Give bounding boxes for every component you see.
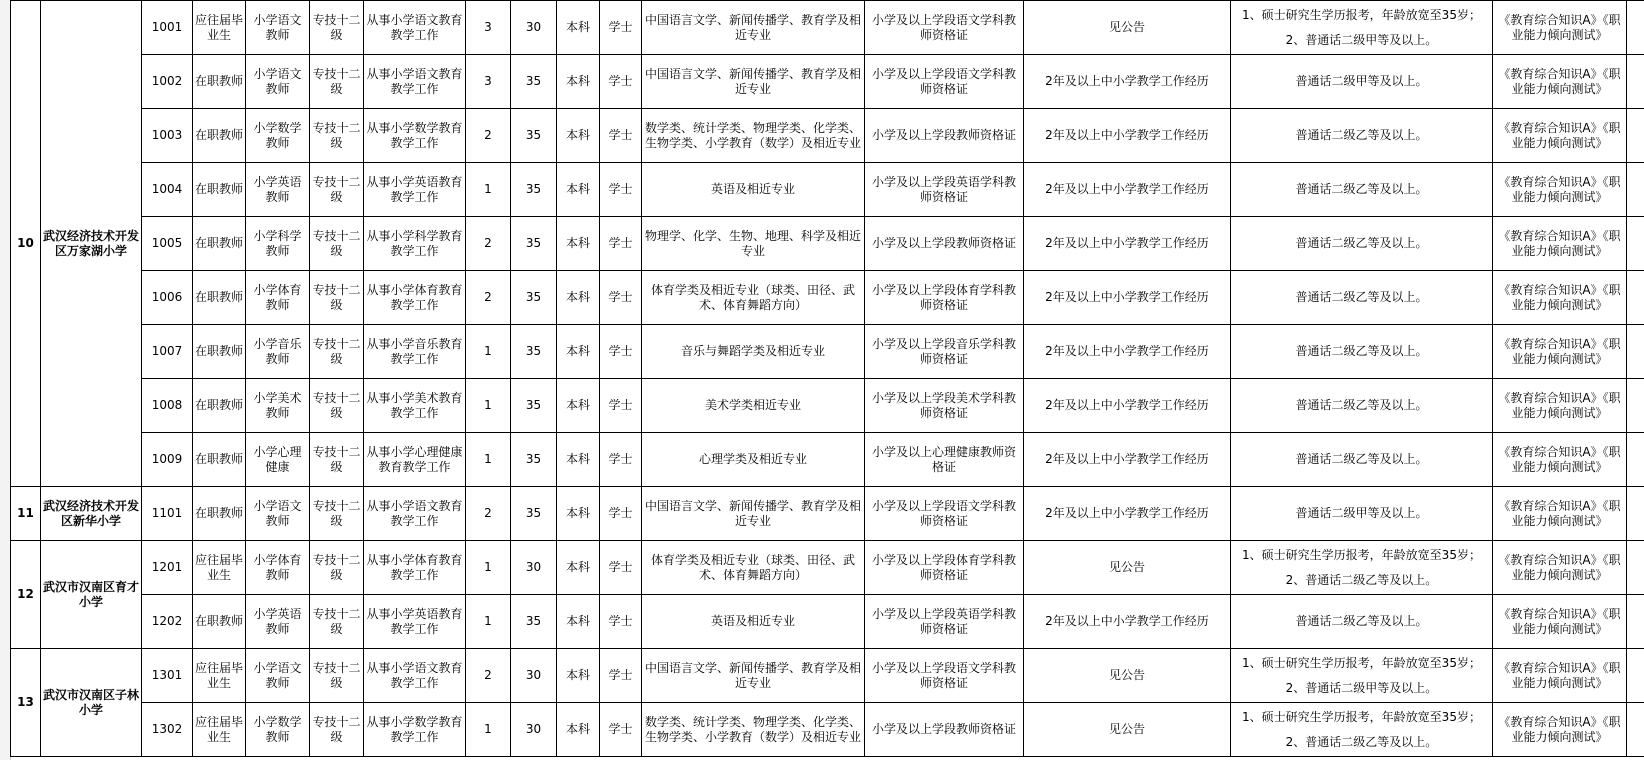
school-name-cell[interactable]: 武汉市汉南区子林小学 xyxy=(41,649,142,757)
applicant-identity-cell[interactable]: 在职教师 xyxy=(193,217,246,271)
major-cell[interactable]: 物理学、化学、生物、地理、科学及相近专业 xyxy=(642,217,865,271)
next-column-cell[interactable] xyxy=(1627,649,1644,703)
next-column-cell[interactable] xyxy=(1627,163,1644,217)
other-conditions-cell[interactable] xyxy=(1231,271,1493,325)
education-cell[interactable]: 本科 xyxy=(557,55,600,109)
post-name-cell[interactable]: 小学体育教师 xyxy=(246,271,310,325)
next-column-cell[interactable] xyxy=(1627,703,1644,757)
post-level-cell[interactable]: 专技十二级 xyxy=(310,271,364,325)
other-conditions-cell[interactable] xyxy=(1231,109,1493,163)
table-row xyxy=(11,271,1644,325)
max-age-cell[interactable]: 35 xyxy=(511,55,557,109)
serial-number-cell[interactable]: 13 xyxy=(11,649,41,757)
certificate-cell[interactable]: 小学及以上学段英语学科教师资格证 xyxy=(865,595,1024,649)
post-name-cell[interactable]: 小学语文教师 xyxy=(246,649,310,703)
exam-subject-cell[interactable]: 《教育综合知识A》《职业能力倾向测试》 xyxy=(1493,1,1627,55)
experience-cell[interactable]: 2年及以上中小学教学工作经历 xyxy=(1024,271,1231,325)
hiring-count-cell[interactable]: 1 xyxy=(466,325,511,379)
table-row xyxy=(11,217,1644,271)
certificate-cell[interactable]: 小学及以上学段教师资格证 xyxy=(865,109,1024,163)
condition-line: 1、硕士研究生学历报考，年龄放宽至35岁； xyxy=(1242,547,1481,562)
hiring-count-cell[interactable]: 1 xyxy=(466,379,511,433)
condition-line: 2、普通话二级甲等及以上。 xyxy=(1285,680,1438,695)
post-level-cell[interactable]: 专技十二级 xyxy=(310,109,364,163)
post-level-cell[interactable]: 专技十二级 xyxy=(310,649,364,703)
post-name-cell[interactable]: 小学英语教师 xyxy=(246,163,310,217)
certificate-cell[interactable]: 小学及以上学段语文学科教师资格证 xyxy=(865,1,1024,55)
education-cell[interactable]: 本科 xyxy=(557,1,600,55)
degree-cell[interactable]: 学士 xyxy=(600,703,642,757)
table-row xyxy=(11,595,1644,649)
table-row xyxy=(11,703,1644,757)
condition-line: 普通话二级甲等及以上。 xyxy=(1295,506,1428,520)
degree-cell[interactable]: 学士 xyxy=(600,55,642,109)
degree-cell[interactable]: 学士 xyxy=(600,379,642,433)
exam-subject-cell[interactable]: 《教育综合知识A》《职业能力倾向测试》 xyxy=(1493,487,1627,541)
post-level-cell[interactable]: 专技十二级 xyxy=(310,325,364,379)
other-conditions-cell[interactable] xyxy=(1231,1,1493,55)
degree-cell[interactable]: 学士 xyxy=(600,325,642,379)
post-level-cell[interactable]: 专技十二级 xyxy=(310,55,364,109)
next-column-cell[interactable] xyxy=(1627,217,1644,271)
major-cell[interactable]: 中国语言文学、新闻传播学、教育学及相近专业 xyxy=(642,649,865,703)
post-name-cell[interactable]: 小学心理健康 xyxy=(246,433,310,487)
post-level-cell[interactable]: 专技十二级 xyxy=(310,1,364,55)
table-row xyxy=(11,109,1644,163)
other-conditions-cell[interactable] xyxy=(1231,649,1493,703)
max-age-cell[interactable]: 30 xyxy=(511,649,557,703)
hiring-count-cell[interactable]: 2 xyxy=(466,271,511,325)
post-name-cell[interactable]: 小学语文教师 xyxy=(246,55,310,109)
post-level-cell[interactable]: 专技十二级 xyxy=(310,217,364,271)
applicant-identity-cell[interactable]: 应往届毕业生 xyxy=(193,541,246,595)
next-column-cell[interactable] xyxy=(1627,109,1644,163)
post-code-cell[interactable]: 1302 xyxy=(142,703,193,757)
post-level-cell[interactable]: 专技十二级 xyxy=(310,595,364,649)
school-name-cell[interactable]: 武汉市汉南区育才小学 xyxy=(41,541,142,649)
condition-line: 普通话二级乙等及以上。 xyxy=(1295,236,1428,250)
table-body xyxy=(11,1,1644,757)
major-cell[interactable]: 数学类、统计学类、物理学类、化学类、生物学类、小学教育（数学）及相近专业 xyxy=(642,703,865,757)
applicant-identity-cell[interactable]: 在职教师 xyxy=(193,163,246,217)
condition-line: 2、普通话二级甲等及以上。 xyxy=(1285,32,1438,47)
other-conditions-cell[interactable] xyxy=(1231,217,1493,271)
next-column-cell[interactable] xyxy=(1627,1,1644,55)
post-code-cell[interactable]: 1002 xyxy=(142,55,193,109)
max-age-cell[interactable]: 35 xyxy=(511,595,557,649)
hiring-count-cell[interactable]: 2 xyxy=(466,487,511,541)
certificate-cell[interactable]: 小学及以上学段音乐学科教师资格证 xyxy=(865,325,1024,379)
major-cell[interactable]: 英语及相近专业 xyxy=(642,163,865,217)
other-conditions-cell[interactable] xyxy=(1231,487,1493,541)
major-cell[interactable]: 美术学类相近专业 xyxy=(642,379,865,433)
serial-number-cell[interactable]: 12 xyxy=(11,541,41,649)
max-age-cell[interactable]: 35 xyxy=(511,163,557,217)
major-cell[interactable]: 中国语言文学、新闻传播学、教育学及相近专业 xyxy=(642,487,865,541)
applicant-identity-cell[interactable]: 在职教师 xyxy=(193,379,246,433)
experience-cell[interactable]: 2年及以上中小学教学工作经历 xyxy=(1024,217,1231,271)
condition-line: 普通话二级乙等及以上。 xyxy=(1295,614,1428,628)
max-age-cell[interactable]: 35 xyxy=(511,325,557,379)
school-name-cell[interactable]: 武汉经济技术开发区新华小学 xyxy=(41,487,142,541)
job-duty-cell[interactable]: 从事小学语文教育教学工作 xyxy=(364,1,466,55)
exam-subject-cell[interactable]: 《教育综合知识A》《职业能力倾向测试》 xyxy=(1493,217,1627,271)
hiring-count-cell[interactable]: 1 xyxy=(466,703,511,757)
applicant-identity-cell[interactable]: 在职教师 xyxy=(193,271,246,325)
job-duty-cell[interactable]: 从事小学语文教育教学工作 xyxy=(364,487,466,541)
condition-line: 1、硕士研究生学历报考，年龄放宽至35岁； xyxy=(1242,709,1481,724)
education-cell[interactable]: 本科 xyxy=(557,649,600,703)
experience-cell[interactable]: 2年及以上中小学教学工作经历 xyxy=(1024,379,1231,433)
job-duty-cell[interactable]: 从事小学英语教育教学工作 xyxy=(364,163,466,217)
job-duty-cell[interactable]: 从事小学美术教育教学工作 xyxy=(364,379,466,433)
other-conditions-cell[interactable] xyxy=(1231,541,1493,595)
condition-line: 普通话二级乙等及以上。 xyxy=(1295,290,1428,304)
applicant-identity-cell[interactable]: 应往届毕业生 xyxy=(193,649,246,703)
certificate-cell[interactable]: 小学及以上学段美术学科教师资格证 xyxy=(865,379,1024,433)
max-age-cell[interactable]: 35 xyxy=(511,487,557,541)
other-conditions-cell[interactable] xyxy=(1231,55,1493,109)
education-cell[interactable]: 本科 xyxy=(557,109,600,163)
applicant-identity-cell[interactable]: 应往届毕业生 xyxy=(193,1,246,55)
job-duty-cell[interactable]: 从事小学科学教育教学工作 xyxy=(364,217,466,271)
certificate-cell[interactable]: 小学及以上学段教师资格证 xyxy=(865,703,1024,757)
exam-subject-cell[interactable]: 《教育综合知识A》《职业能力倾向测试》 xyxy=(1493,703,1627,757)
other-conditions-cell[interactable] xyxy=(1231,433,1493,487)
hiring-count-cell[interactable]: 1 xyxy=(466,163,511,217)
hiring-count-cell[interactable]: 1 xyxy=(466,541,511,595)
major-cell[interactable]: 英语及相近专业 xyxy=(642,595,865,649)
degree-cell[interactable]: 学士 xyxy=(600,649,642,703)
education-cell[interactable]: 本科 xyxy=(557,271,600,325)
max-age-cell[interactable]: 30 xyxy=(511,1,557,55)
hiring-count-cell[interactable]: 2 xyxy=(466,649,511,703)
major-cell[interactable]: 音乐与舞蹈学类及相近专业 xyxy=(642,325,865,379)
experience-cell[interactable]: 见公告 xyxy=(1024,703,1231,757)
degree-cell[interactable]: 学士 xyxy=(600,109,642,163)
exam-subject-cell[interactable]: 《教育综合知识A》《职业能力倾向测试》 xyxy=(1493,55,1627,109)
post-code-cell[interactable]: 1201 xyxy=(142,541,193,595)
table-row xyxy=(11,379,1644,433)
education-cell[interactable]: 本科 xyxy=(557,433,600,487)
other-conditions-cell[interactable] xyxy=(1231,595,1493,649)
condition-line: 1、硕士研究生学历报考，年龄放宽至35岁； xyxy=(1242,7,1481,22)
experience-cell[interactable]: 2年及以上中小学教学工作经历 xyxy=(1024,109,1231,163)
post-code-cell[interactable]: 1009 xyxy=(142,433,193,487)
post-level-cell[interactable]: 专技十二级 xyxy=(310,703,364,757)
job-duty-cell[interactable]: 从事小学音乐教育教学工作 xyxy=(364,325,466,379)
max-age-cell[interactable]: 35 xyxy=(511,217,557,271)
job-duty-cell[interactable]: 从事小学语文教育教学工作 xyxy=(364,55,466,109)
post-name-cell[interactable]: 小学美术教师 xyxy=(246,379,310,433)
post-code-cell[interactable]: 1202 xyxy=(142,595,193,649)
post-name-cell[interactable]: 小学语文教师 xyxy=(246,1,310,55)
post-code-cell[interactable]: 1003 xyxy=(142,109,193,163)
post-level-cell[interactable]: 专技十二级 xyxy=(310,163,364,217)
other-conditions-cell[interactable] xyxy=(1231,163,1493,217)
table-row xyxy=(11,541,1644,595)
next-column-cell[interactable] xyxy=(1627,379,1644,433)
degree-cell[interactable]: 学士 xyxy=(600,487,642,541)
major-cell[interactable]: 心理学类及相近专业 xyxy=(642,433,865,487)
experience-cell[interactable]: 见公告 xyxy=(1024,541,1231,595)
school-name-cell[interactable]: 武汉经济技术开发区万家湖小学 xyxy=(41,1,142,487)
applicant-identity-cell[interactable]: 在职教师 xyxy=(193,109,246,163)
hiring-count-cell[interactable]: 3 xyxy=(466,1,511,55)
max-age-cell[interactable]: 35 xyxy=(511,271,557,325)
post-level-cell[interactable]: 专技十二级 xyxy=(310,541,364,595)
applicant-identity-cell[interactable]: 在职教师 xyxy=(193,325,246,379)
post-level-cell[interactable]: 专技十二级 xyxy=(310,379,364,433)
certificate-cell[interactable]: 小学及以上心理健康教师资格证 xyxy=(865,433,1024,487)
exam-subject-cell[interactable]: 《教育综合知识A》《职业能力倾向测试》 xyxy=(1493,541,1627,595)
table-row xyxy=(11,1,1644,55)
degree-cell[interactable]: 学士 xyxy=(600,433,642,487)
education-cell[interactable]: 本科 xyxy=(557,595,600,649)
hiring-count-cell[interactable]: 1 xyxy=(466,595,511,649)
job-duty-cell[interactable]: 从事小学数学教育教学工作 xyxy=(364,703,466,757)
table-row xyxy=(11,55,1644,109)
degree-cell[interactable]: 学士 xyxy=(600,163,642,217)
exam-subject-cell[interactable]: 《教育综合知识A》《职业能力倾向测试》 xyxy=(1493,271,1627,325)
post-code-cell[interactable]: 1008 xyxy=(142,379,193,433)
major-cell[interactable]: 体育学类及相近专业（球类、田径、武术、体育舞蹈方向） xyxy=(642,271,865,325)
experience-cell[interactable]: 见公告 xyxy=(1024,649,1231,703)
table-row xyxy=(11,163,1644,217)
degree-cell[interactable]: 学士 xyxy=(600,541,642,595)
next-column-cell[interactable] xyxy=(1627,487,1644,541)
education-cell[interactable]: 本科 xyxy=(557,163,600,217)
condition-line: 普通话二级乙等及以上。 xyxy=(1295,344,1428,358)
post-code-cell[interactable]: 1101 xyxy=(142,487,193,541)
education-cell[interactable]: 本科 xyxy=(557,379,600,433)
condition-line: 普通话二级乙等及以上。 xyxy=(1295,182,1428,196)
post-name-cell[interactable]: 小学数学教师 xyxy=(246,109,310,163)
table-row xyxy=(11,649,1644,703)
education-cell[interactable]: 本科 xyxy=(557,325,600,379)
exam-subject-cell[interactable]: 《教育综合知识A》《职业能力倾向测试》 xyxy=(1493,163,1627,217)
condition-line: 2、普通话二级乙等及以上。 xyxy=(1285,572,1438,587)
applicant-identity-cell[interactable]: 在职教师 xyxy=(193,433,246,487)
hiring-count-cell[interactable]: 1 xyxy=(466,433,511,487)
serial-number-cell[interactable]: 11 xyxy=(11,487,41,541)
condition-line: 普通话二级甲等及以上。 xyxy=(1295,74,1428,88)
next-column-cell[interactable] xyxy=(1627,541,1644,595)
post-name-cell[interactable]: 小学英语教师 xyxy=(246,595,310,649)
job-duty-cell[interactable]: 从事小学数学教育教学工作 xyxy=(364,109,466,163)
max-age-cell[interactable]: 35 xyxy=(511,433,557,487)
experience-cell[interactable]: 2年及以上中小学教学工作经历 xyxy=(1024,325,1231,379)
major-cell[interactable]: 中国语言文学、新闻传播学、教育学及相近专业 xyxy=(642,1,865,55)
post-code-cell[interactable]: 1006 xyxy=(142,271,193,325)
max-age-cell[interactable]: 35 xyxy=(511,109,557,163)
job-duty-cell[interactable]: 从事小学语文教育教学工作 xyxy=(364,649,466,703)
major-cell[interactable]: 中国语言文学、新闻传播学、教育学及相近专业 xyxy=(642,55,865,109)
certificate-cell[interactable]: 小学及以上学段体育学科教师资格证 xyxy=(865,271,1024,325)
exam-subject-cell[interactable]: 《教育综合知识A》《职业能力倾向测试》 xyxy=(1493,379,1627,433)
applicant-identity-cell[interactable]: 在职教师 xyxy=(193,55,246,109)
experience-cell[interactable]: 2年及以上中小学教学工作经历 xyxy=(1024,487,1231,541)
condition-line: 普通话二级乙等及以上。 xyxy=(1295,128,1428,142)
applicant-identity-cell[interactable]: 应往届毕业生 xyxy=(193,703,246,757)
education-cell[interactable]: 本科 xyxy=(557,487,600,541)
job-duty-cell[interactable]: 从事小学英语教育教学工作 xyxy=(364,595,466,649)
post-name-cell[interactable]: 小学体育教师 xyxy=(246,541,310,595)
condition-line: 2、普通话二级乙等及以上。 xyxy=(1285,734,1438,749)
education-cell[interactable]: 本科 xyxy=(557,703,600,757)
certificate-cell[interactable]: 小学及以上学段体育学科教师资格证 xyxy=(865,541,1024,595)
max-age-cell[interactable]: 35 xyxy=(511,379,557,433)
post-name-cell[interactable]: 小学科学教师 xyxy=(246,217,310,271)
applicant-identity-cell[interactable]: 在职教师 xyxy=(193,487,246,541)
certificate-cell[interactable]: 小学及以上学段语文学科教师资格证 xyxy=(865,55,1024,109)
exam-subject-cell[interactable]: 《教育综合知识A》《职业能力倾向测试》 xyxy=(1493,649,1627,703)
job-duty-cell[interactable]: 从事小学心理健康教育教学工作 xyxy=(364,433,466,487)
next-column-cell[interactable] xyxy=(1627,595,1644,649)
next-column-cell[interactable] xyxy=(1627,433,1644,487)
education-cell[interactable]: 本科 xyxy=(557,541,600,595)
certificate-cell[interactable]: 小学及以上学段语文学科教师资格证 xyxy=(865,649,1024,703)
post-name-cell[interactable]: 小学数学教师 xyxy=(246,703,310,757)
exam-subject-cell[interactable]: 《教育综合知识A》《职业能力倾向测试》 xyxy=(1493,109,1627,163)
other-conditions-cell[interactable] xyxy=(1231,379,1493,433)
certificate-cell[interactable]: 小学及以上学段语文学科教师资格证 xyxy=(865,487,1024,541)
major-cell[interactable]: 体育学类及相近专业（球类、田径、武术、体育舞蹈方向） xyxy=(642,541,865,595)
next-column-cell[interactable] xyxy=(1627,55,1644,109)
experience-cell[interactable]: 2年及以上中小学教学工作经历 xyxy=(1024,55,1231,109)
next-column-cell[interactable] xyxy=(1627,325,1644,379)
post-code-cell[interactable]: 1001 xyxy=(142,1,193,55)
post-name-cell[interactable]: 小学音乐教师 xyxy=(246,325,310,379)
degree-cell[interactable]: 学士 xyxy=(600,1,642,55)
experience-cell[interactable]: 2年及以上中小学教学工作经历 xyxy=(1024,433,1231,487)
post-level-cell[interactable]: 专技十二级 xyxy=(310,487,364,541)
job-duty-cell[interactable]: 从事小学体育教育教学工作 xyxy=(364,541,466,595)
experience-cell[interactable]: 见公告 xyxy=(1024,1,1231,55)
exam-subject-cell[interactable]: 《教育综合知识A》《职业能力倾向测试》 xyxy=(1493,595,1627,649)
degree-cell[interactable]: 学士 xyxy=(600,595,642,649)
education-cell[interactable]: 本科 xyxy=(557,217,600,271)
max-age-cell[interactable]: 30 xyxy=(511,703,557,757)
serial-number-cell[interactable]: 10 xyxy=(11,1,41,487)
post-name-cell[interactable]: 小学语文教师 xyxy=(246,487,310,541)
hiring-count-cell[interactable]: 3 xyxy=(466,55,511,109)
recruitment-table xyxy=(10,0,1644,757)
table-row xyxy=(11,325,1644,379)
exam-subject-cell[interactable]: 《教育综合知识A》《职业能力倾向测试》 xyxy=(1493,433,1627,487)
max-age-cell[interactable]: 30 xyxy=(511,541,557,595)
major-cell[interactable]: 数学类、统计学类、物理学类、化学类、生物学类、小学教育（数学）及相近专业 xyxy=(642,109,865,163)
condition-line: 1、硕士研究生学历报考，年龄放宽至35岁； xyxy=(1242,655,1481,670)
experience-cell[interactable]: 2年及以上中小学教学工作经历 xyxy=(1024,163,1231,217)
post-code-cell[interactable]: 1301 xyxy=(142,649,193,703)
next-column-cell[interactable] xyxy=(1627,271,1644,325)
post-code-cell[interactable]: 1004 xyxy=(142,163,193,217)
exam-subject-cell[interactable]: 《教育综合知识A》《职业能力倾向测试》 xyxy=(1493,325,1627,379)
condition-line: 普通话二级乙等及以上。 xyxy=(1295,452,1428,466)
job-duty-cell[interactable]: 从事小学体育教育教学工作 xyxy=(364,271,466,325)
table-row xyxy=(11,487,1644,541)
post-code-cell[interactable]: 1005 xyxy=(142,217,193,271)
condition-line: 普通话二级乙等及以上。 xyxy=(1295,398,1428,412)
degree-cell[interactable]: 学士 xyxy=(600,271,642,325)
degree-cell[interactable]: 学士 xyxy=(600,217,642,271)
applicant-identity-cell[interactable]: 在职教师 xyxy=(193,595,246,649)
post-level-cell[interactable]: 专技十二级 xyxy=(310,433,364,487)
hiring-count-cell[interactable]: 2 xyxy=(466,217,511,271)
table-row xyxy=(11,433,1644,487)
other-conditions-cell[interactable] xyxy=(1231,703,1493,757)
hiring-count-cell[interactable]: 2 xyxy=(466,109,511,163)
certificate-cell[interactable]: 小学及以上学段英语学科教师资格证 xyxy=(865,163,1024,217)
other-conditions-cell[interactable] xyxy=(1231,325,1493,379)
experience-cell[interactable]: 2年及以上中小学教学工作经历 xyxy=(1024,595,1231,649)
certificate-cell[interactable]: 小学及以上学段教师资格证 xyxy=(865,217,1024,271)
post-code-cell[interactable]: 1007 xyxy=(142,325,193,379)
